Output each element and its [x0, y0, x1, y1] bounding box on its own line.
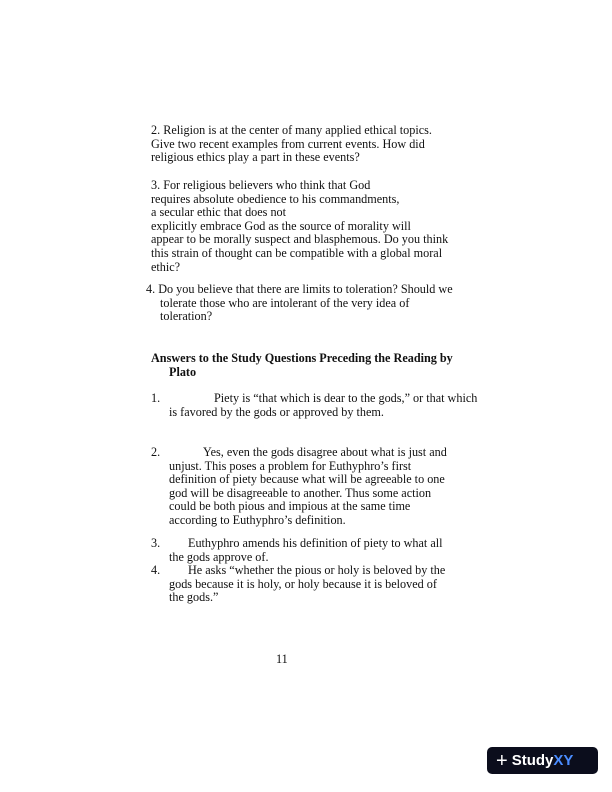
studyxy-badge[interactable] — [487, 747, 598, 774]
answer-line: the gods approve of. — [169, 549, 269, 564]
answer-line: unjust. This poses a problem for Euthyphro’s first — [169, 458, 412, 473]
question-2-line: Give two recent examples from current events. How did — [151, 136, 425, 151]
question-4-line: toleration? — [160, 309, 213, 324]
question-4 — [146, 283, 453, 324]
page-number: 11 — [276, 652, 288, 666]
question-3-line: 3. For religious believers who think that God — [151, 178, 371, 192]
question-3-line: a secular ethic that does not — [151, 205, 287, 220]
answer-line: is favored by the gods or approved by them. — [169, 404, 384, 419]
answer-1 — [151, 392, 477, 419]
answer-line: the gods.” — [169, 590, 219, 605]
answer-number: 4. — [151, 563, 161, 577]
answer-number: 3. — [151, 536, 161, 550]
question-2 — [151, 124, 432, 165]
question-4-line: tolerate those who are intolerant of the very idea of — [160, 295, 410, 310]
question-2-line: 2. Religion is at the center of many applied ethical topics. — [151, 123, 432, 137]
question-3-line: appear to be morally suspect and blasphemous. Do you think — [151, 232, 449, 247]
answer-number: 1. — [151, 391, 161, 405]
answer-line: Euthyphro amends his definition of piety to what all — [188, 536, 443, 550]
section-heading-line: Plato — [169, 364, 197, 379]
answer-line: He asks “whether the pious or holy is beloved by the — [188, 563, 446, 577]
answer-line: god will be disagreeable to another. Thus some action — [169, 485, 432, 500]
answer-line: according to Euthyphro’s definition. — [169, 512, 346, 527]
answer-number: 2. — [151, 445, 161, 459]
answer-2 — [151, 446, 447, 528]
badge-text-main: Study — [511, 752, 554, 769]
question-3 — [151, 179, 448, 274]
question-3-line: explicitly embrace God as the source of morality will — [151, 218, 411, 233]
answer-line: gods because it is holy, or holy because it is beloved of — [169, 576, 437, 591]
question-4-line: 4. Do you believe that there are limits to toleration? Should we — [146, 282, 453, 296]
question-2-line: religious ethics play a part in these events? — [151, 150, 360, 165]
question-3-line: this strain of thought can be compatible with a global moral — [151, 245, 443, 260]
answer-3 — [151, 537, 443, 564]
question-3-line: requires absolute obedience to his commandments, — [151, 191, 400, 206]
section-heading — [151, 352, 453, 379]
answer-line: Piety is “that which is dear to the gods,” or that which — [214, 391, 478, 405]
answer-line: definition of piety because what will be agreeable to one — [169, 472, 445, 487]
question-3-line: ethic? — [151, 259, 181, 274]
section-heading-line: Answers to the Study Questions Preceding the Reading by — [151, 351, 453, 365]
answer-line: Yes, even the gods disagree about what is just and — [203, 445, 447, 459]
badge-text-accent: XY — [553, 752, 574, 769]
plus-icon: + — [496, 749, 508, 772]
answer-4 — [151, 564, 445, 605]
answer-line: could be both pious and impious at the same time — [169, 499, 411, 514]
